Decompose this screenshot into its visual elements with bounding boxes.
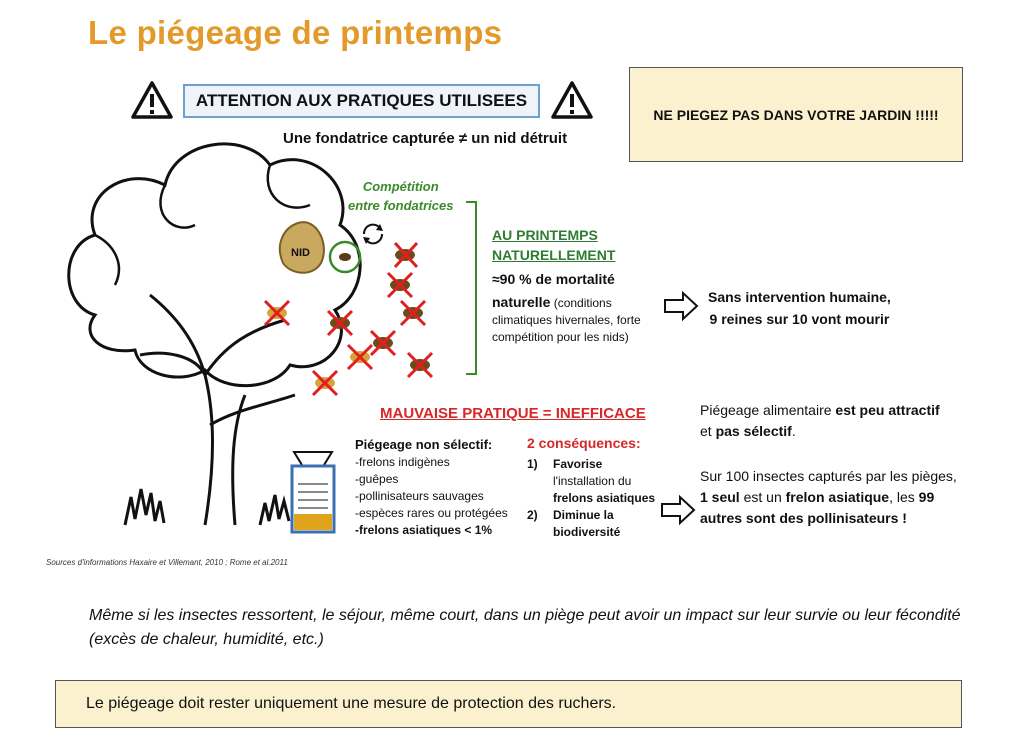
bad-practice-heading: MAUVAISE PRATIQUE = INEFFICACE — [380, 405, 646, 422]
statistics-text: Sur 100 insectes capturés par les pièges, 1 seul est un frelon asiatique, les 99 autres sont des pollinisateurs ! — [700, 468, 957, 526]
consequences-list — [527, 456, 668, 541]
non-selective-list — [355, 454, 508, 539]
list-item: -frelons asiatiques < 1% — [355, 523, 493, 537]
crossed-hornets — [255, 235, 445, 400]
garden-warning-box — [629, 67, 963, 162]
subtitle: Une fondatrice capturée ≠ un nid détruit — [283, 130, 568, 147]
arrow-right-icon — [660, 495, 696, 525]
list-item: -pollinisateurs sauvages — [355, 489, 484, 503]
trap-icon — [288, 448, 338, 536]
alimentary-trap-text: Piégeage alimentaire est peu attractif et pas sélectif. — [700, 402, 940, 439]
consequences-heading: 2 conséquences: — [527, 435, 641, 451]
printemps-heading: AU PRINTEMPS NATURELLEMENT — [492, 227, 616, 263]
non-selective-heading: Piégeage non sélectif: — [355, 437, 493, 452]
garden-warning-text: NE PIEGEZ PAS DANS VOTRE JARDIN !!!!! — [653, 106, 939, 123]
conclusion-box — [55, 680, 962, 728]
warning-triangle-icon — [550, 80, 594, 120]
green-bracket — [462, 200, 486, 378]
arrow-right-icon — [663, 291, 699, 321]
sans-intervention-text: Sans intervention humaine, 9 reines sur 10 vont mourir — [708, 289, 891, 327]
mortality-heading: ≈90 % de mortalité — [492, 271, 615, 287]
warning-banner — [183, 84, 540, 118]
mortality-detail: naturelle (conditions climatiques hivernales, forte compétition pour les nids) — [492, 294, 641, 344]
hornet-icon — [395, 243, 417, 267]
conclusion-text: Le piégeage doit rester uniquement une mesure de protection des ruchers. — [86, 695, 617, 712]
list-item: 2) Diminue la biodiversité — [527, 508, 621, 539]
list-item: -guêpes — [355, 472, 399, 486]
nid-label: NID — [291, 247, 310, 259]
warning-text: ATTENTION AUX PRATIQUES UTILISEES — [195, 91, 528, 110]
impact-paragraph: Même si les insectes ressortent, le séjour, même court, dans un piège peut avoir un impact sur leur survie ou leur fécondité (excès de chaleur, humidité, etc.) — [89, 607, 961, 648]
list-item: -espèces rares ou protégées — [355, 506, 508, 520]
sources-note: Sources d'informations Haxaire et Villemant, 2010 ; Rome et al.2011 — [46, 558, 288, 567]
list-item: 1) Favorise l'installation du frelons asiatiques — [527, 457, 656, 505]
warning-triangle-icon — [130, 80, 174, 120]
page-title: Le piégeage de printemps — [88, 14, 503, 51]
list-item: -frelons indigènes — [355, 455, 450, 469]
competition-label: Compétition entre fondatrices — [348, 179, 454, 213]
